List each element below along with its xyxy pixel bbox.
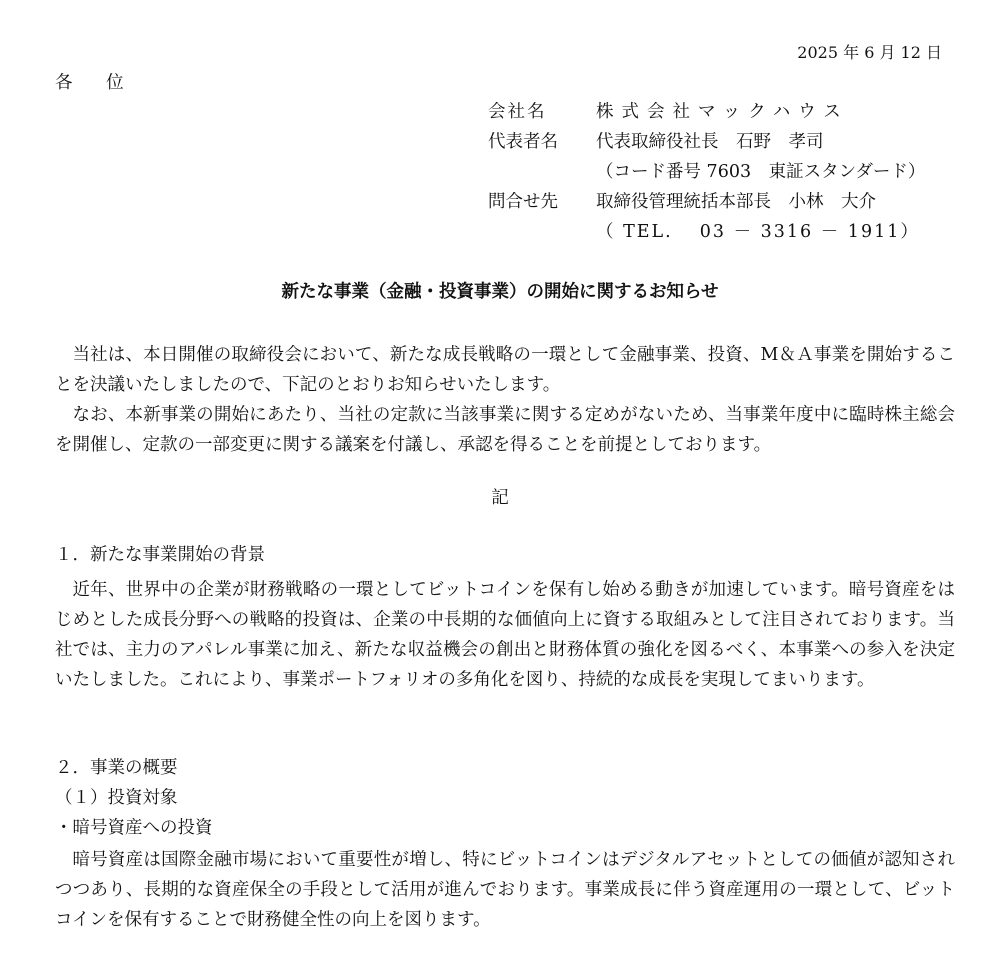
ki-heading: 記 <box>491 488 509 508</box>
intro-paragraph-1-text: 当社は、本日開催の取締役会において、新たな成長戦略の一環として金融事業、投資、M＆Ａ事業を開始することを決議いたしましたので、下記のとおりお知らせいたします。 <box>55 345 955 395</box>
intro-paragraph-2-text: なお、本新事業の開始にあたり、当社の定款に当該事業に関する定めがないため、当事業年度中に臨時株主総会を開催し、定款の一部変更に関する議案を付議し、承認を得ることを前提としております。 <box>55 405 955 455</box>
intro-paragraph-1 <box>55 340 955 400</box>
stock-code-line: （コード番号 7603 東証スタンダード） <box>596 162 926 182</box>
section-2-bullet: ・暗号資産への投資 <box>55 818 213 838</box>
section-1-heading: １．新たな事業開始の背景 <box>55 545 265 565</box>
company-label: 会社名 <box>488 102 547 122</box>
representative-label: 代表者名 <box>488 132 558 152</box>
section-2-body-text: 暗号資産は国際金融市場において重要性が増し、特にビットコインはデジタルアセットとしての価値が認知されつつあり、長期的な資産保全の手段として活用が進んでおります。事業成長に伴う資産運用の一環として、ビットコインを保有することで財務健全性の向上を図ります。 <box>55 850 955 930</box>
intro-paragraph-2 <box>55 400 955 460</box>
contact-person: 取締役管理統括本部長 小林 大介 <box>596 192 876 212</box>
document-title: 新たな事業（金融・投資事業）の開始に関するお知らせ <box>281 282 719 302</box>
document-date: 2025 年 6 月 12 日 <box>797 43 942 62</box>
contact-label: 問合せ先 <box>488 192 558 212</box>
company-name: 株式会社マックハウス <box>596 102 849 122</box>
section-2-subheading: （１）投資対象 <box>55 788 178 808</box>
section-2-heading: ２．事業の概要 <box>55 758 178 778</box>
section-2-body <box>55 845 955 935</box>
section-1-body-text: 近年、世界中の企業が財務戦略の一環としてビットコインを保有し始める動きが加速しています。暗号資産をはじめとした成長分野への戦略的投資は、企業の中長期的な価値向上に資する取組みとして注目されております。当社では、主力のアパレル事業に加え、新たな収益機会の創出と財務体質の強化を図るべく、本事業への参入を決定いたしました。これにより、事業ポートフォリオの多角化を図り、持続的な成長を実現してまいります。 <box>55 580 955 690</box>
section-1-body <box>55 575 955 695</box>
telephone-line: （ TEL. 03 － 3316 － 1911） <box>596 222 920 242</box>
representative-name: 代表取締役社長 石野 孝司 <box>596 132 824 152</box>
recipients-line: 各 位 <box>55 73 138 93</box>
